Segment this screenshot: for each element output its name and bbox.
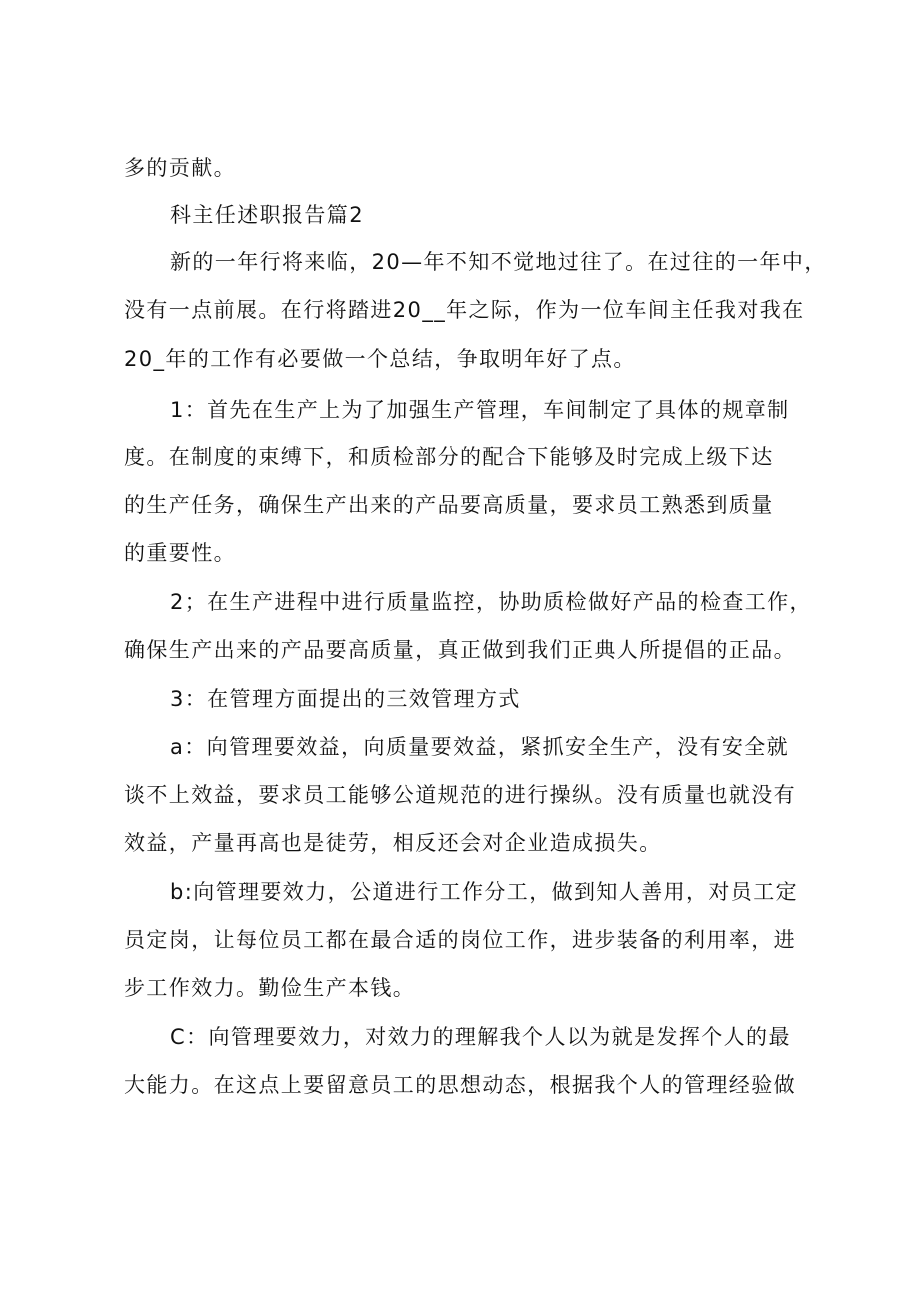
text-line: 谈不上效益，要求员工能够公道规范的进行操纵。没有质量也就没有 xyxy=(124,783,796,807)
text-line: 2；在生产进程中进行质量监控，协助质检做好产品的检查工作， xyxy=(170,590,812,614)
text-line: C：向管理要效力，对效力的理解我个人以为就是发挥个人的最 xyxy=(170,1025,791,1049)
text-line: b:向管理要效力，公道进行工作分工，做到知人善用，对员工定 xyxy=(170,880,799,904)
text-line: 多的贡献。 xyxy=(124,156,236,180)
section-heading: 科主任述职报告篇2 xyxy=(170,203,364,227)
text-line: 度。在制度的束缚下，和质检部分的配合下能够及时完成上级下达 xyxy=(124,445,774,469)
text-line: 步工作效力。勤俭生产本钱。 xyxy=(124,976,416,1000)
text-line: 1：首先在生产上为了加强生产管理，车间制定了具体的规章制 xyxy=(170,398,790,422)
text-line: 效益，产量再高也是徒劳，相反还会对企业造成损失。 xyxy=(124,831,662,855)
text-line: 的重要性。 xyxy=(124,541,236,565)
text-line: 的生产任务，确保生产出来的产品要高质量，要求员工熟悉到质量 xyxy=(124,493,774,517)
text-line: a：向管理要效益，向质量要效益，紧抓安全生产，没有安全就 xyxy=(170,735,790,759)
text-line: 没有一点前展。在行将踏进20__年之际，作为一位车间主任我对我在 xyxy=(124,298,805,322)
text-line: 3：在管理方面提出的三效管理方式 xyxy=(170,687,521,711)
text-line: 大能力。在这点上要留意员工的思想动态，根据我个人的管理经验做 xyxy=(124,1073,796,1097)
text-line: 20_年的工作有必要做一个总结，争取明年好了点。 xyxy=(124,347,636,371)
text-line: 确保生产出来的产品要高质量，真正做到我们正典人所提倡的正品。 xyxy=(124,638,796,662)
text-line: 新的一年行将来临，20—年不知不觉地过往了。在过往的一年中， xyxy=(170,250,827,274)
text-line: 员定岗，让每位员工都在最合适的岗位工作，进步装备的利用率，进 xyxy=(124,928,796,952)
